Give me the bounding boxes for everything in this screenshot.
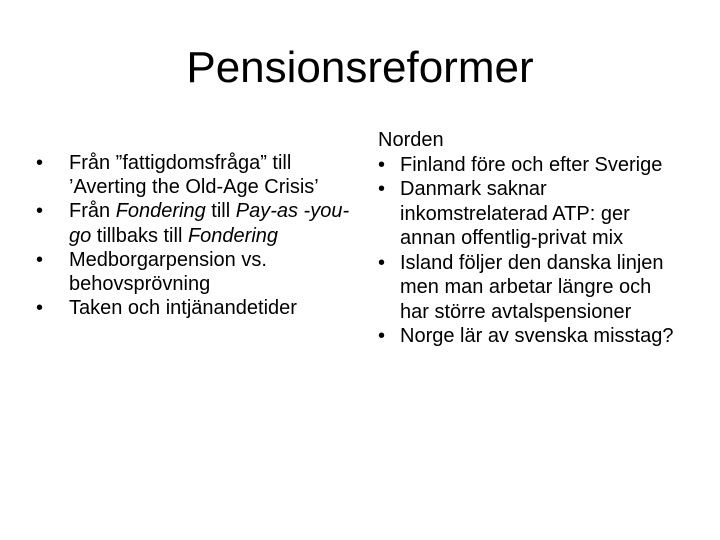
text-segment: till bbox=[205, 200, 236, 223]
list-item bbox=[378, 177, 678, 251]
list-item bbox=[378, 324, 678, 349]
right-column bbox=[378, 128, 678, 349]
italic-term: Fondering bbox=[115, 200, 206, 223]
right-bullet-list bbox=[378, 153, 678, 349]
list-item bbox=[36, 199, 366, 247]
bullet-icon: • bbox=[378, 153, 386, 176]
list-item-text: Finland före och efter Sverige bbox=[400, 153, 663, 176]
bullet-icon: • bbox=[36, 152, 44, 174]
bullet-icon: • bbox=[36, 200, 44, 223]
slide-title: Pensionsreformer bbox=[186, 43, 534, 92]
left-column bbox=[36, 151, 366, 320]
bullet-icon: • bbox=[36, 248, 44, 271]
italic-term: Pay-as -you-go bbox=[69, 200, 350, 247]
list-item-text: Danmark saknar inkomstrelaterad ATP: ger annan offentlig-privat mix bbox=[400, 178, 630, 249]
bullet-icon: • bbox=[378, 178, 386, 200]
italic-term: Fondering bbox=[187, 224, 279, 247]
list-item bbox=[36, 151, 366, 199]
list-item-text: Medborgarpension vs. behovsprövning bbox=[69, 248, 267, 296]
list-item bbox=[378, 251, 678, 325]
list-item-text: Norge lär av svenska misstag? bbox=[400, 325, 674, 347]
list-item-text: Från ”fattigdomsfråga” till ’Averting the Old-Age Crisis’ bbox=[69, 152, 319, 199]
bullet-icon: • bbox=[378, 325, 386, 347]
bullet-icon: • bbox=[36, 297, 44, 320]
column-heading: Norden bbox=[378, 129, 444, 151]
text-segment: tillbaks till bbox=[91, 224, 188, 247]
left-bullet-list bbox=[36, 151, 366, 320]
bullet-icon: • bbox=[378, 251, 386, 274]
list-item bbox=[378, 153, 678, 178]
list-item-text: Taken och intjänandetider bbox=[69, 297, 297, 320]
text-segment: Från bbox=[69, 200, 116, 223]
list-item bbox=[36, 296, 366, 320]
list-item-text bbox=[69, 200, 349, 246]
list-item bbox=[36, 248, 366, 296]
list-item-text: Island följer den danska linjen men man arbetar längre och har större avtalspensioner bbox=[400, 251, 664, 323]
